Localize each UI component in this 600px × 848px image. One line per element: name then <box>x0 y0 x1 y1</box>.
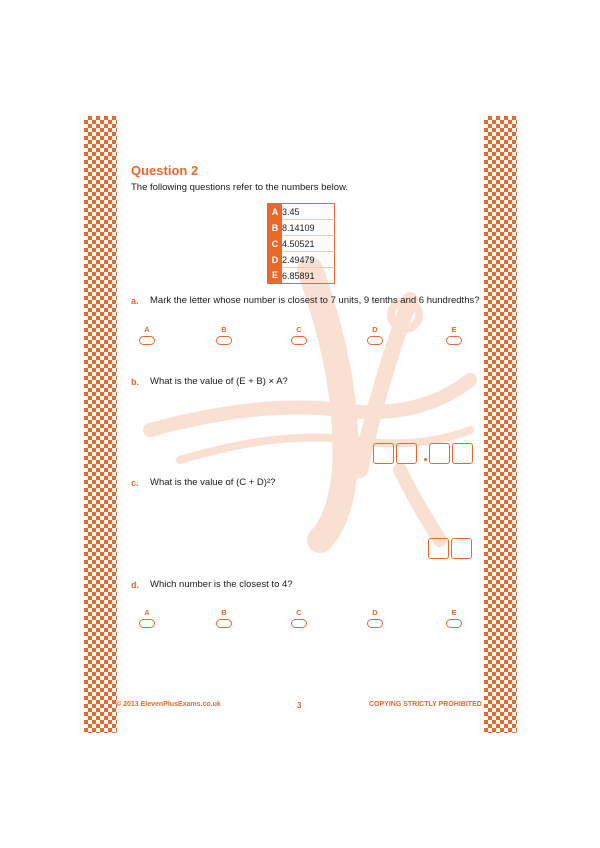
part-a-letter: a. <box>131 296 139 306</box>
part-d-option-d[interactable] <box>367 608 383 628</box>
answer-box-tenths[interactable] <box>429 443 450 464</box>
option-label: D <box>372 325 378 334</box>
number-letter: A <box>268 204 283 220</box>
part-d-option-b[interactable] <box>216 608 232 628</box>
part-d-letter: d. <box>131 580 139 590</box>
number-value: 3.45 <box>282 204 335 220</box>
table-row <box>268 236 335 252</box>
number-letter: D <box>268 252 283 268</box>
part-c-letter: c. <box>131 478 139 488</box>
answer-bubble[interactable] <box>446 619 462 628</box>
footer-page-number: 3 <box>297 701 302 710</box>
answer-box-units[interactable] <box>396 443 417 464</box>
answer-box-tens[interactable] <box>428 538 449 559</box>
option-label: A <box>144 608 150 617</box>
answer-bubble[interactable] <box>291 619 307 628</box>
option-label: E <box>451 325 457 334</box>
table-row <box>268 220 335 236</box>
option-label: C <box>296 325 302 334</box>
number-letter: E <box>268 268 283 284</box>
decimal-point <box>424 458 427 461</box>
option-label: E <box>451 608 457 617</box>
number-value: 2.49479 <box>282 252 335 268</box>
number-value: 4.50521 <box>282 236 335 252</box>
answer-bubble[interactable] <box>216 336 232 345</box>
part-a-option-c[interactable] <box>291 325 307 345</box>
option-label: D <box>372 608 378 617</box>
number-value: 8.14109 <box>282 220 335 236</box>
part-d-option-e[interactable] <box>446 608 462 628</box>
answer-bubble[interactable] <box>367 619 383 628</box>
part-d-option-c[interactable] <box>291 608 307 628</box>
number-letter: B <box>268 220 283 236</box>
answer-bubble[interactable] <box>216 619 232 628</box>
part-d-text: Which number is the closest to 4? <box>150 579 293 590</box>
answer-bubble[interactable] <box>291 336 307 345</box>
part-a-text: Mark the letter whose number is closest to 7 units, 9 tenths and 6 hundredths? <box>150 295 480 306</box>
part-c-text: What is the value of (C + D)²? <box>150 477 276 488</box>
answer-bubble[interactable] <box>367 336 383 345</box>
footer-notice: COPYING STRICTLY PROHIBITED <box>369 701 482 708</box>
table-row <box>268 204 335 220</box>
option-label: B <box>221 608 227 617</box>
answer-bubble[interactable] <box>139 336 155 345</box>
numbers-table <box>267 203 335 284</box>
table-row <box>268 252 335 268</box>
part-a-option-e[interactable] <box>446 325 462 345</box>
footer-copyright: © 2013 ElevenPlusExams.co.uk <box>116 701 221 708</box>
answer-bubble[interactable] <box>139 619 155 628</box>
question-title: Question 2 <box>131 163 199 178</box>
part-a-option-d[interactable] <box>367 325 383 345</box>
question-intro: The following questions refer to the numbers below. <box>131 182 349 193</box>
part-b-text: What is the value of (E + B) × A? <box>150 376 288 387</box>
answer-box-tens[interactable] <box>373 443 394 464</box>
part-b-letter: b. <box>131 377 139 387</box>
option-label: B <box>221 325 227 334</box>
answer-box-units[interactable] <box>451 538 472 559</box>
table-row <box>268 268 335 284</box>
number-letter: C <box>268 236 283 252</box>
part-a-option-a[interactable] <box>139 325 155 345</box>
part-d-option-a[interactable] <box>139 608 155 628</box>
option-label: A <box>144 325 150 334</box>
number-value: 6.85891 <box>282 270 315 281</box>
part-a-option-b[interactable] <box>216 325 232 345</box>
option-label: C <box>296 608 302 617</box>
answer-box-hundredths[interactable] <box>452 443 473 464</box>
answer-bubble[interactable] <box>446 336 462 345</box>
